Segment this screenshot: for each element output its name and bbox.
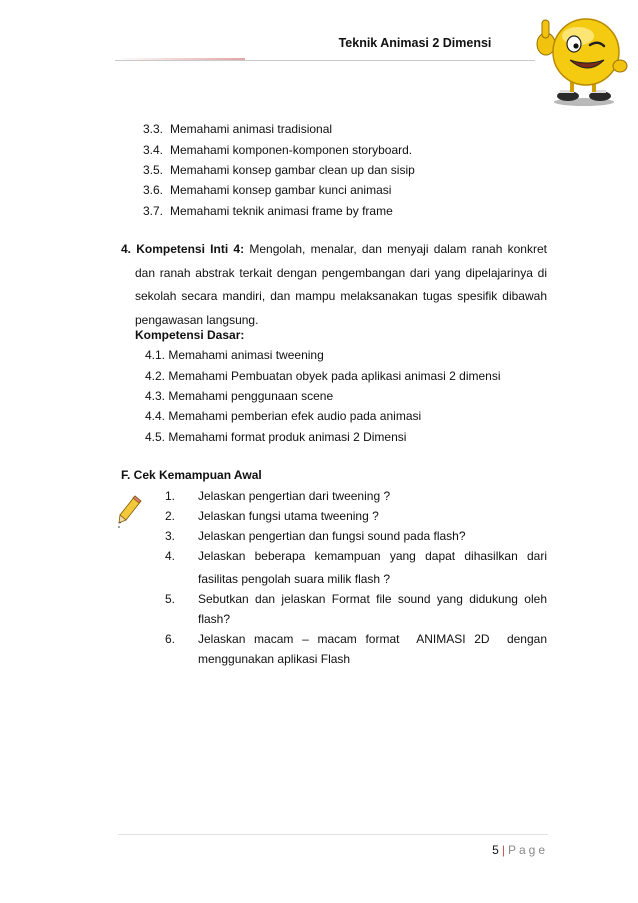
- footer-rule: [118, 834, 548, 835]
- list-number: 3.7.: [143, 204, 164, 218]
- ki4-line-1: Mengolah, menalar, dan menyaji dalam ranah konkret: [249, 242, 547, 256]
- list-number: 3.4.: [143, 143, 164, 157]
- question-item-3: [165, 529, 466, 543]
- kd-item-4-1: 4.1. Memahami animasi tweening: [145, 348, 324, 362]
- list-item-3-6: [143, 183, 391, 197]
- question-number: 6.: [165, 632, 176, 646]
- ki4-first-line: [121, 242, 547, 256]
- question-number: 4.: [165, 549, 176, 563]
- list-item-3-3: [143, 122, 332, 136]
- ki4-line-4: pengawasan langsung.: [135, 313, 259, 327]
- question-text: Jelaskan pengertian dari tweening ?: [198, 489, 391, 503]
- question-text: Jelaskan pengertian dan fungsi sound pada flash?: [198, 529, 466, 543]
- question-4-line-1: Jelaskan beberapa kemampuan yang dapat dihasilkan dari: [198, 549, 547, 563]
- question-number: 1.: [165, 489, 176, 503]
- list-text: Memahami animasi tradisional: [170, 122, 333, 136]
- ki4-label: 4. Kompetensi Inti 4:: [121, 242, 245, 256]
- question-number: 2.: [165, 509, 176, 523]
- kd-item-4-5: 4.5. Memahami format produk animasi 2 Dimensi: [145, 430, 407, 444]
- list-number: 3.5.: [143, 163, 164, 177]
- list-item-3-5: [143, 163, 415, 177]
- question-number: 5.: [165, 592, 176, 606]
- question-item-2: [165, 509, 379, 523]
- question-item-4: [165, 549, 198, 563]
- ki4-line-2: dan ranah abstrak terkait dengan pengembangan dari yang dipelajarinya di: [135, 266, 547, 280]
- list-text: Memahami konsep gambar kunci animasi: [170, 183, 392, 197]
- page-number: 5: [492, 843, 499, 857]
- kd-item-4-4: 4.4. Memahami pemberian efek audio pada animasi: [145, 409, 422, 423]
- question-5-line-1: Sebutkan dan jelaskan Format file sound yang didukung oleh: [198, 592, 547, 606]
- question-6-line-2: menggunakan aplikasi Flash: [198, 652, 351, 666]
- list-number: 3.3.: [143, 122, 164, 136]
- page-label: Page: [507, 843, 548, 857]
- footer-separator: |: [501, 843, 505, 857]
- page-footer: [470, 843, 548, 857]
- list-number: 3.6.: [143, 183, 164, 197]
- question-number: 3.: [165, 529, 176, 543]
- section-f-heading: F. Cek Kemampuan Awal: [121, 468, 262, 482]
- thumbs-up-winking-smiley-icon: [530, 8, 632, 108]
- kd-item-4-3: 4.3. Memahami penggunaan scene: [145, 389, 334, 403]
- question-5-line-2: flash?: [198, 612, 231, 626]
- question-text: Jelaskan fungsi utama tweening ?: [198, 509, 379, 523]
- question-4-line-2: fasilitas pengolah suara milik flash ?: [198, 572, 391, 586]
- list-item-3-7: [143, 204, 393, 218]
- pencil-icon: [117, 494, 143, 528]
- list-text: Memahami konsep gambar clean up dan sisip: [170, 163, 415, 177]
- question-6-line-1: Jelaskan macam – macam format ANIMASI 2D dengan: [198, 632, 547, 646]
- ki4-line-3: sekolah secara mandiri, dan mampu melaksanakan tugas spesifik dibawah: [135, 289, 547, 303]
- list-text: Memahami komponen-komponen storyboard.: [170, 143, 413, 157]
- question-item-6: [165, 632, 198, 646]
- document-header-title: Teknik Animasi 2 Dimensi: [338, 36, 492, 50]
- header-rule: [115, 60, 535, 61]
- list-text: Memahami teknik animasi frame by frame: [170, 204, 393, 218]
- list-item-3-4: [143, 143, 412, 157]
- question-item-5: [165, 592, 198, 606]
- question-item-1: [165, 489, 390, 503]
- kd-heading: Kompetensi Dasar:: [135, 328, 245, 342]
- kd-item-4-2: 4.2. Memahami Pembuatan obyek pada aplikasi animasi 2 dimensi: [145, 369, 501, 383]
